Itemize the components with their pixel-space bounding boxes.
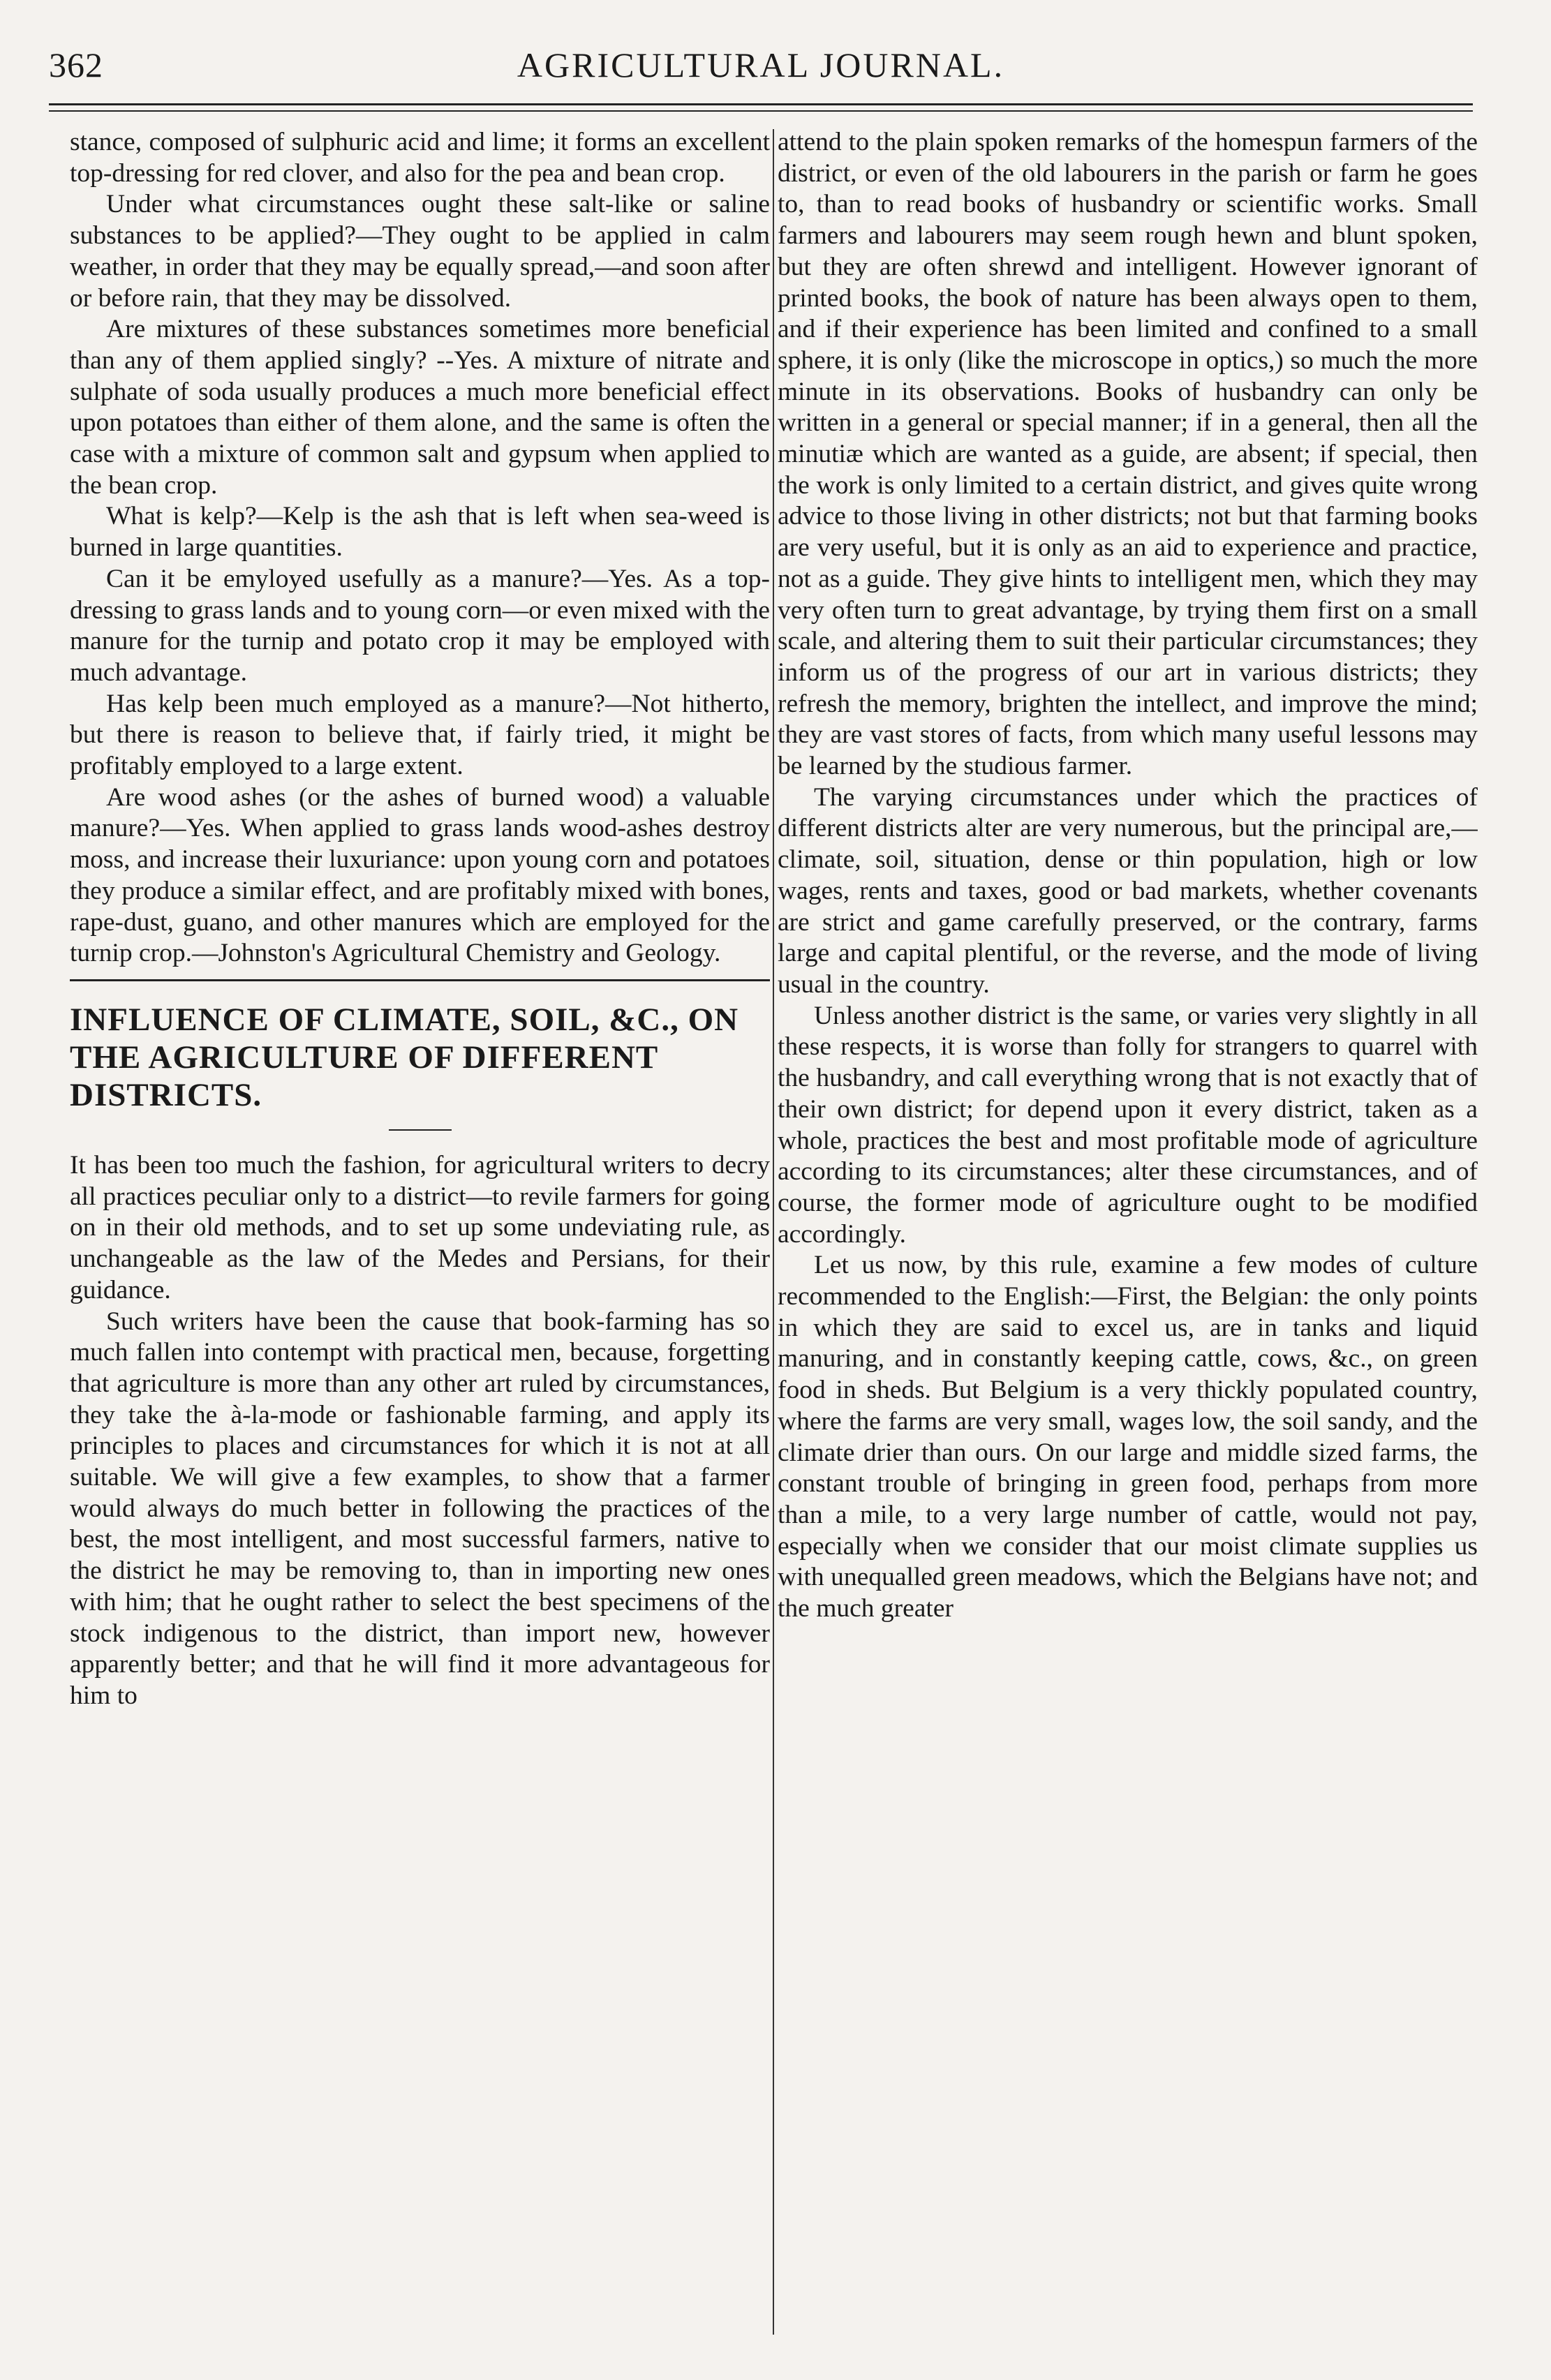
paragraph: Such writers have been the cause that book-farming has so much fallen into contempt with practical men, because, forgetting that agriculture is more than any other art ruled by circumstances, they take the à-la-mode or fashionable farming, and apply its principles to places and circumstances for which it is not at all suitable. We will give a few examples, to show that a farmer would always do much better in following the practices of the best, the most intelligent, and most successful farmers, native to the district he may be removing to, than in importing new ones with him; that he ought rather to select the best specimens of the stock indigenous to the district, than import new, however apparently better; and that he will find it more advantageous for him to	[70, 1307, 770, 1710]
paragraph: Can it be emyloyed usefully as a manure?—Yes. As a top-dressing to grass lands and to young corn—or even mixed with the manure for the turnip and potato crop it may be employed with much advantage.	[70, 564, 770, 687]
page-number: 362	[49, 45, 103, 84]
journal-title: AGRICULTURAL JOURNAL.	[517, 45, 1005, 84]
header-rule-thin	[49, 110, 1473, 112]
article-heading: INFLUENCE OF CLIMATE, SOIL, &C., ON THE AGRICULTURE OF DIFFERENT DISTRICTS.	[70, 1001, 739, 1113]
heading-rule	[389, 1129, 452, 1131]
paragraph: Under what circumstances ought these salt-like or saline substances to be applied?—They ought to be applied in calm weather, in order that they may be equally spread,—and soon after or before rain, that they may be dissolved.	[70, 190, 770, 313]
paragraph: attend to the plain spoken remarks of the homespun farmers of the district, or even of the old labourers in the parish or farm he goes to, than to read books of husbandry or scientific works. Small farmers and labourers may seem rough hewn and blunt spoken, but they are often shrewd and intelligent. However ignorant of printed books, the book of nature has been always open to them, and if their experience has been limited and confined to a small sphere, it is only (like the microscope in optics,) so much the more minute in its observations. Books of husbandry can only be written in a general or special manner; if in a general, then all the minutiæ which are wanted as a guide, are absent; if special, then the work is only limited to a certain district, and gives quite wrong advice to those living in other districts; not but that farming books are very useful, but it is only as an aid to experience and practice, not as a guide. They give hints to intelligent men, which they may very often turn to great advantage, by trying them first on a small scale, and altering them to suit their particular circumstances; they inform us of the progress of our art in various districts; they refresh the memory, brighten the intellect, and improve the mind; they are vast stores of facts, from which many useful lessons may be learned by the studious farmer.	[778, 128, 1478, 781]
column-divider	[773, 129, 774, 2335]
paragraph: Let us now, by this rule, examine a few modes of culture recommended to the English:—First, the Belgian: the only points in which they are said to excel us, are in tanks and liquid manuring, and in constantly keeping cattle, cows, &c., on green food in sheds. But Belgium is a very thickly populated country, where the farms are very small, wages low, the soil sandy, and the climate drier than ours. On our large and middle sized farms, the constant trouble of bringing in green food, perhaps from more than a mile, to a very large number of cattle, would not pay, especially when we consider that our moist climate supplies us with unequalled green meadows, which the Belgians have not; and the much greater	[778, 1251, 1478, 1623]
paragraph: Unless another district is the same, or varies very slightly in all these respects, it is worse than folly for strangers to quarrel with the husbandry, and call everything wrong that is not exactly that of their own district; for depend upon it every district, taken as a whole, practices the best and most profitable mode of agriculture according to its circumstances; alter these circumstances, and of course, the former mode of agriculture ought to be modified accordingly.	[778, 1001, 1478, 1249]
right-column	[778, 127, 1478, 2350]
header-rule-thick	[49, 103, 1473, 105]
left-column	[70, 127, 770, 2350]
page-header	[49, 40, 1473, 89]
paragraph: It has been too much the fashion, for agricultural writers to decry all practices peculiar only to a district—to revile farmers for going on in their old methods, and to set up some undeviating rule, as unchangeable as the law of the Medes and Persians, for their guidance.	[70, 1150, 770, 1304]
paragraph: Has kelp been much employed as a manure?—Not hitherto, but there is reason to believe that, if fairly tried, it might be profitably employed to a large extent.	[70, 689, 770, 781]
paragraph: stance, composed of sulphuric acid and lime; it forms an excellent top-dressing for red clover, and also for the pea and bean crop.	[70, 128, 770, 188]
paragraph: The varying circumstances under which the practices of different districts alter are very numerous, but the principal are,—climate, soil, situation, dense or thin population, high or low wages, rents and taxes, good or bad markets, whether covenants are strict and game carefully preserved, or the contrary, farms large and capital plentiful, or the reverse, and the mode of living usual in the country.	[778, 782, 1478, 999]
section-divider	[70, 979, 770, 981]
paragraph: Are wood ashes (or the ashes of burned wood) a valuable manure?—Yes. When applied to grass lands wood-ashes destroy moss, and increase their luxuriance: upon young corn and potatoes they produce a similar effect, and are profitably mixed with bones, rape-dust, guano, and other manures which are employed for the turnip crop.—Johnston's Agricultural Chemistry and Geology.	[70, 782, 770, 968]
paragraph: What is kelp?—Kelp is the ash that is left when sea-weed is burned in large quantities.	[70, 502, 770, 563]
paragraph: Are mixtures of these substances sometimes more beneficial than any of them applied singly? --Yes. A mixture of nitrate and sulphate of soda usually produces a much more beneficial effect upon potatoes than either of them alone, and the same is often the case with a mixture of common salt and gypsum when applied to the bean crop.	[70, 315, 770, 500]
